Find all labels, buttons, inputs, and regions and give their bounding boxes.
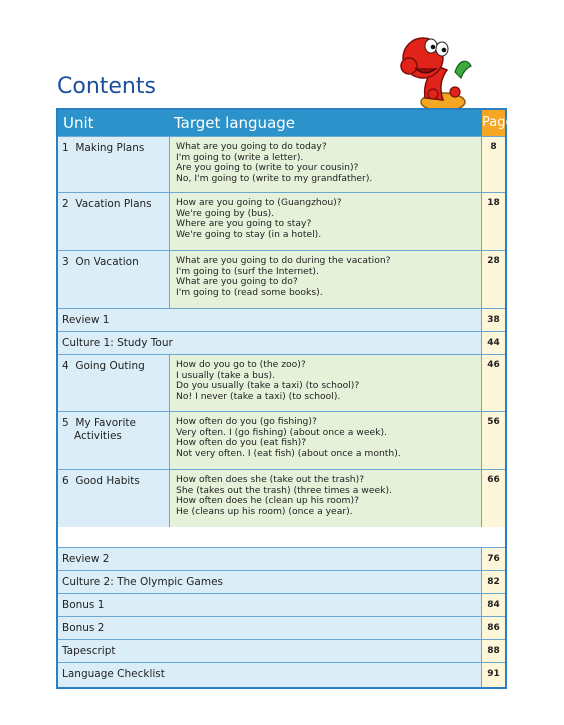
page-number: 38 (482, 309, 505, 331)
page-number: 44 (482, 332, 505, 354)
section-label: Language Checklist (58, 663, 482, 687)
table-row (58, 192, 505, 250)
page-number: 8 (482, 137, 505, 192)
table-row (58, 136, 505, 192)
page-number: 82 (482, 571, 505, 593)
section-label: Culture 2: The Olympic Games (58, 571, 482, 593)
unit-name-cell: 6 Good Habits (58, 470, 170, 527)
header-unit: Unit (58, 110, 170, 136)
table-row (58, 593, 505, 616)
header-page: Page (482, 110, 505, 136)
target-language-cell: What are you going to do during the vacation? I'm going to (surf the Internet). What are you going to do? I'm going to (read some books). (170, 251, 482, 308)
page-number: 18 (482, 193, 505, 250)
table-row (58, 250, 505, 308)
table-row (58, 570, 505, 593)
target-language-cell: How are you going to (Guangzhou)? We're going by (bus). Where are you going to stay? We're going to stay (in a hotel). (170, 193, 482, 250)
section-label: Review 2 (58, 548, 482, 570)
table-row (58, 639, 505, 662)
table-row (58, 331, 505, 354)
table-row (58, 547, 505, 570)
target-language-cell: How do you go to (the zoo)? I usually (take a bus). Do you usually (take a taxi) (to school)? No! I never (take a taxi) (to school). (170, 355, 482, 411)
page-number: 84 (482, 594, 505, 616)
target-language-cell: How often do you (go fishing)? Very often. I (go fishing) (about once a week). How often do you (eat fish)? Not very often. I (eat fish) (about once a month). (170, 412, 482, 469)
page-number: 66 (482, 470, 505, 527)
target-language-cell: What are you going to do today? I'm going to (write a letter). Are you going to (write to your cousin)? No, I'm going to (write to my grandfather). (170, 137, 482, 192)
section-label: Tapescript (58, 640, 482, 662)
mascot-illustration (393, 32, 475, 114)
page-number: 28 (482, 251, 505, 308)
table-row (58, 411, 505, 469)
page-number: 91 (482, 663, 505, 687)
unit-name-cell: 3 On Vacation (58, 251, 170, 308)
target-language-cell: How often does she (take out the trash)? She (takes out the trash) (three times a week). How often does he (clean up his room)? He (cleans up his room) (once a year). (170, 470, 482, 527)
table-row (58, 469, 505, 527)
page-number: 56 (482, 412, 505, 469)
unit-name-cell: 1 Making Plans (58, 137, 170, 192)
page-number: 88 (482, 640, 505, 662)
section-label: Culture 1: Study Tour (58, 332, 482, 354)
section-label: Bonus 2 (58, 617, 482, 639)
table-row (58, 354, 505, 411)
page-title: Contents (57, 74, 156, 99)
page-number: 76 (482, 548, 505, 570)
contents-table (56, 108, 514, 689)
page-number: 46 (482, 355, 505, 411)
section-label: Review 1 (58, 309, 482, 331)
table-row (58, 616, 505, 639)
table-row (58, 308, 505, 331)
unit-name-cell: 4 Going Outing (58, 355, 170, 411)
page-number: 86 (482, 617, 505, 639)
header-target-language: Target language (170, 110, 482, 136)
table-row (58, 662, 505, 687)
section-label: Bonus 1 (58, 594, 482, 616)
unit-name-cell: 5 My Favorite Activities (58, 412, 170, 469)
unit-name-cell: 2 Vacation Plans (58, 193, 170, 250)
